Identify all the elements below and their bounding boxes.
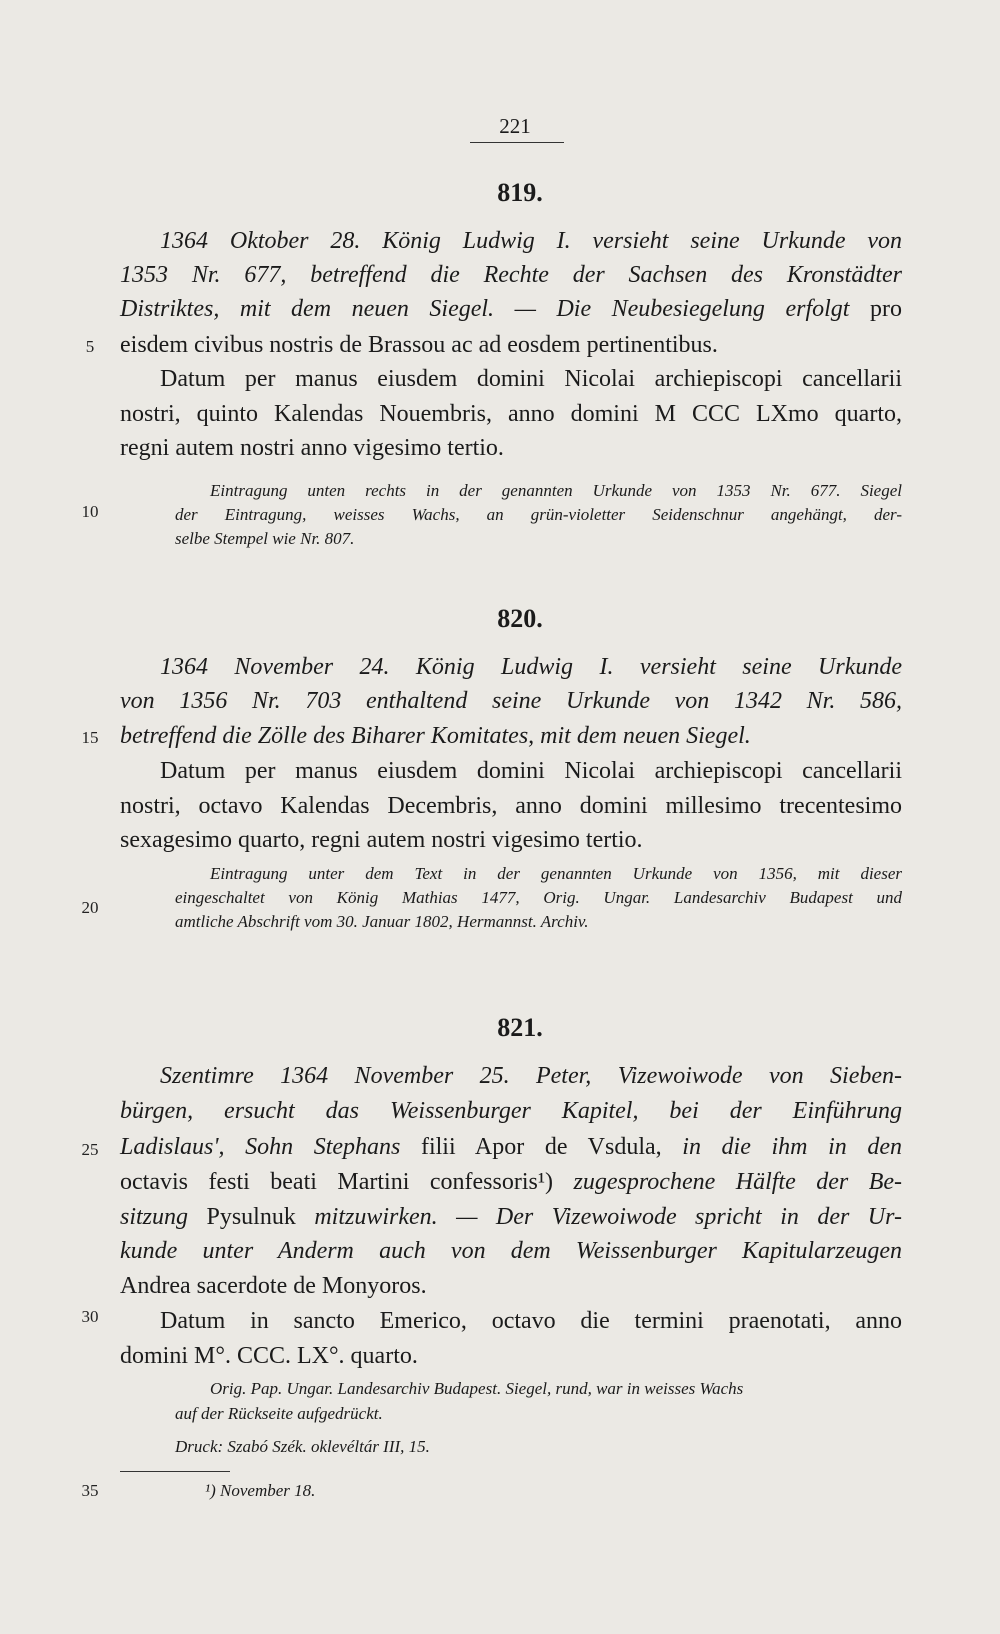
text-line (120, 401, 902, 428)
text-run: Datum in sancto Emerico, octavo die termini praenotati, anno (160, 1308, 902, 1334)
editorial-note-line: der Eintragung, weisses Wachs, an grün-violetter Seidenschnur angehängt, der- (175, 505, 902, 524)
text-run: Ladislaus', Sohn Stephans (120, 1134, 401, 1160)
line-number: 15 (81, 728, 99, 747)
text-run: 1353 Nr. 677, betreffend die Rechte der Sachsen des Kronstädter (120, 262, 902, 288)
text-run: regni autem nostri anno vigesimo tertio. (120, 435, 504, 461)
text-line (120, 1343, 902, 1370)
entry-number: 819. (497, 178, 543, 207)
page-number-rule (470, 142, 564, 143)
text-line (120, 723, 902, 750)
text-run: Datum per manus eiusdem domini Nicolai archiepiscopi cancellarii (160, 366, 902, 392)
text-line (120, 1238, 902, 1265)
line-number: 5 (85, 337, 95, 356)
text-run: Distriktes, mit dem neuen Siegel. — Die Neubesiegelung erfolgt (120, 296, 850, 322)
editorial-note-line: Eintragung unter dem Text in der genannten Urkunde von 1356, mit dieser (210, 864, 902, 883)
text-line (160, 366, 902, 393)
editorial-note-line: Eintragung unten rechts in der genannten Urkunde von 1353 Nr. 677. Siegel (210, 481, 902, 500)
text-run: mitzuwirken. — Der Vizewoiwode spricht in der Ur- (314, 1204, 902, 1230)
text-run: sexagesimo quarto, regni autem nostri vigesimo tertio. (120, 827, 643, 853)
text-run: bürgen, ersucht das Weissenburger Kapitel, bei der Einführung (120, 1098, 902, 1124)
entry-number: 821. (497, 1013, 543, 1042)
editorial-note-line: selbe Stempel wie Nr. 807. (175, 529, 355, 548)
text-run: filii Apor de Vsdula, (400, 1134, 683, 1160)
text-line (120, 827, 902, 854)
line-number: 20 (81, 898, 99, 917)
text-run: eisdem civibus nostris de Brassou ac ad eosdem pertinentibus. (120, 332, 718, 358)
text-run: Szentimre 1364 November 25. Peter, Vizewoiwode von Sieben- (160, 1063, 902, 1089)
text-line (120, 1204, 902, 1231)
text-run: von 1356 Nr. 703 enthaltend seine Urkunde von 1342 Nr. 586, (120, 688, 902, 714)
text-line (120, 1134, 902, 1161)
editorial-note-line: Druck: Szabó Szék. oklevéltár III, 15. (175, 1437, 430, 1456)
line-number: 25 (81, 1140, 99, 1159)
text-line (120, 1169, 902, 1196)
text-run: pro (849, 296, 902, 322)
text-run: betreffend die Zölle des Biharer Komitates, mit dem neuen Siegel. (120, 723, 751, 749)
text-line (160, 654, 902, 681)
line-number: 35 (81, 1481, 99, 1500)
editorial-note-line: Orig. Pap. Ungar. Landesarchiv Budapest. Siegel, rund, war in weisses Wachs (210, 1379, 744, 1398)
text-run: domini M°. CCC. LX°. quarto. (120, 1343, 418, 1369)
text-run: 1364 November 24. König Ludwig I. versieht seine Urkunde (160, 654, 902, 680)
text-line (120, 262, 902, 289)
entry-number: 820. (497, 604, 543, 633)
text-line (160, 1308, 902, 1335)
page-number: 221 (499, 114, 531, 138)
text-line (160, 228, 902, 255)
text-run: nostri, octavo Kalendas Decembris, anno domini millesimo trecentesimo (120, 793, 902, 819)
text-line (160, 758, 902, 785)
text-line (120, 332, 902, 359)
footnote-rule (120, 1471, 230, 1472)
text-line (120, 688, 902, 715)
footnote: ¹) November 18. (205, 1481, 316, 1500)
text-line (120, 435, 902, 462)
text-line (120, 1098, 902, 1125)
text-run: Pysulnuk (188, 1204, 315, 1230)
editorial-note-line: eingeschaltet von König Mathias 1477, Orig. Ungar. Landesarchiv Budapest und (175, 888, 902, 907)
line-number: 30 (81, 1307, 99, 1326)
text-run: octavis festi beati Martini confessoris¹) (120, 1169, 574, 1195)
text-run: Andrea sacerdote de Monyoros. (120, 1273, 427, 1299)
text-line (160, 1063, 902, 1090)
line-number: 10 (81, 502, 99, 521)
text-run: in die ihm in den (682, 1134, 903, 1160)
editorial-note-line: auf der Rückseite aufgedrückt. (175, 1404, 383, 1423)
text-run: sitzung (120, 1204, 189, 1230)
text-line (120, 296, 902, 323)
text-run: kunde unter Anderm auch von dem Weissenburger Kapitularzeugen (120, 1238, 902, 1264)
text-run: 1364 Oktober 28. König Ludwig I. versieht seine Urkunde von (160, 228, 902, 254)
text-line (120, 1273, 902, 1300)
editorial-note-line: amtliche Abschrift vom 30. Januar 1802, Hermannst. Archiv. (175, 912, 589, 931)
text-run: Datum per manus eiusdem domini Nicolai archiepiscopi cancellarii (160, 758, 902, 784)
text-line (120, 793, 902, 820)
text-run: zugesprochene Hälfte der Be- (573, 1169, 902, 1195)
text-run: nostri, quinto Kalendas Nouembris, anno domini M CCC LXmo quarto, (120, 401, 902, 427)
